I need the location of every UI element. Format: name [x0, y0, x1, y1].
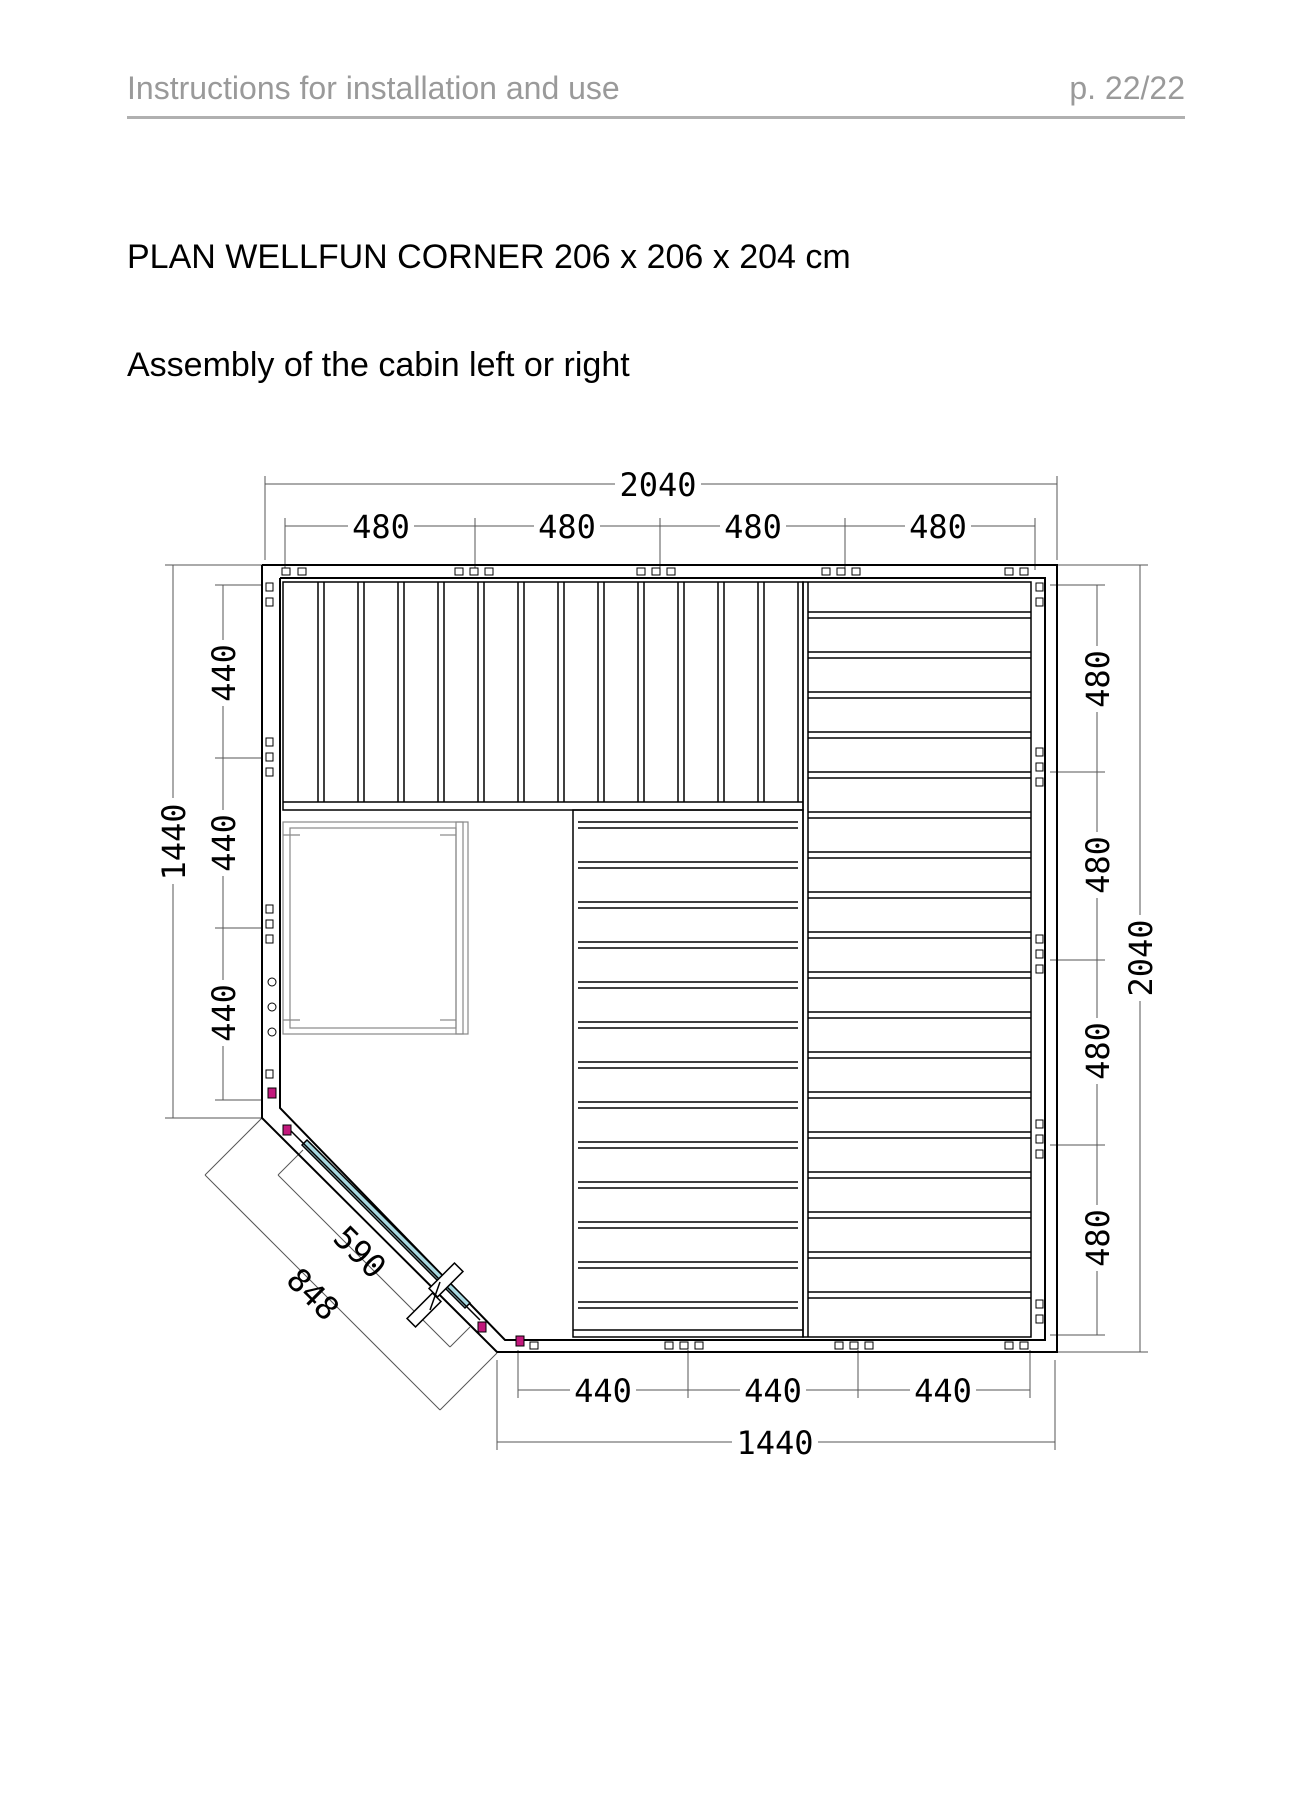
- dim-top-seg-3: 480: [724, 508, 782, 546]
- hinge-icon: [478, 1322, 486, 1332]
- dim-bottom-seg-1: 440: [574, 1372, 632, 1410]
- dim-top-seg-2: 480: [538, 508, 596, 546]
- dim-left-seg-1: 440: [205, 644, 243, 702]
- dim-top-seg-4: 480: [909, 508, 967, 546]
- plan-subtitle: Assembly of the cabin left or right: [127, 346, 630, 384]
- right-bench-slats: [808, 612, 1031, 1298]
- heater: [283, 822, 468, 1034]
- dim-right-seg-4: 480: [1079, 1209, 1117, 1267]
- dim-bottom-seg-2: 440: [744, 1372, 802, 1410]
- dim-left-overall: 1440: [155, 803, 193, 881]
- wall-connectors: [266, 568, 1043, 1349]
- hinge-icon: [283, 1125, 291, 1135]
- upper-bench-slats: [318, 582, 798, 802]
- lower-bench-slats: [578, 822, 798, 1308]
- upper-bench: [283, 582, 803, 810]
- dim-right-overall: 2040: [1122, 919, 1160, 997]
- right-bench: [803, 582, 1031, 1337]
- vent-holes: [268, 978, 276, 1036]
- page-number: p. 22/22: [1069, 70, 1185, 106]
- dim-right-seg-2: 480: [1079, 836, 1117, 894]
- hinge-icon: [268, 1088, 276, 1098]
- hinge-icon: [516, 1336, 524, 1346]
- cabin-walls: [262, 565, 1057, 1352]
- header-title: Instructions for installation and use: [127, 70, 620, 106]
- dim-door-outer: 848: [278, 1260, 347, 1329]
- dim-left-seg-2: 440: [205, 814, 243, 872]
- dim-door-inner: 590: [325, 1218, 394, 1287]
- dim-bottom-seg-3: 440: [914, 1372, 972, 1410]
- lower-bench: [573, 810, 803, 1337]
- dimension-labels: [155, 466, 1160, 1462]
- dim-right-seg-3: 480: [1079, 1022, 1117, 1080]
- plan-title: PLAN WELLFUN CORNER 206 x 206 x 204 cm: [127, 238, 851, 276]
- dim-left-seg-3: 440: [205, 984, 243, 1042]
- dim-top-seg-1: 480: [352, 508, 410, 546]
- dim-bottom-overall: 1440: [736, 1424, 814, 1462]
- dim-right-seg-1: 480: [1079, 650, 1117, 708]
- dim-top-overall: 2040: [619, 466, 697, 504]
